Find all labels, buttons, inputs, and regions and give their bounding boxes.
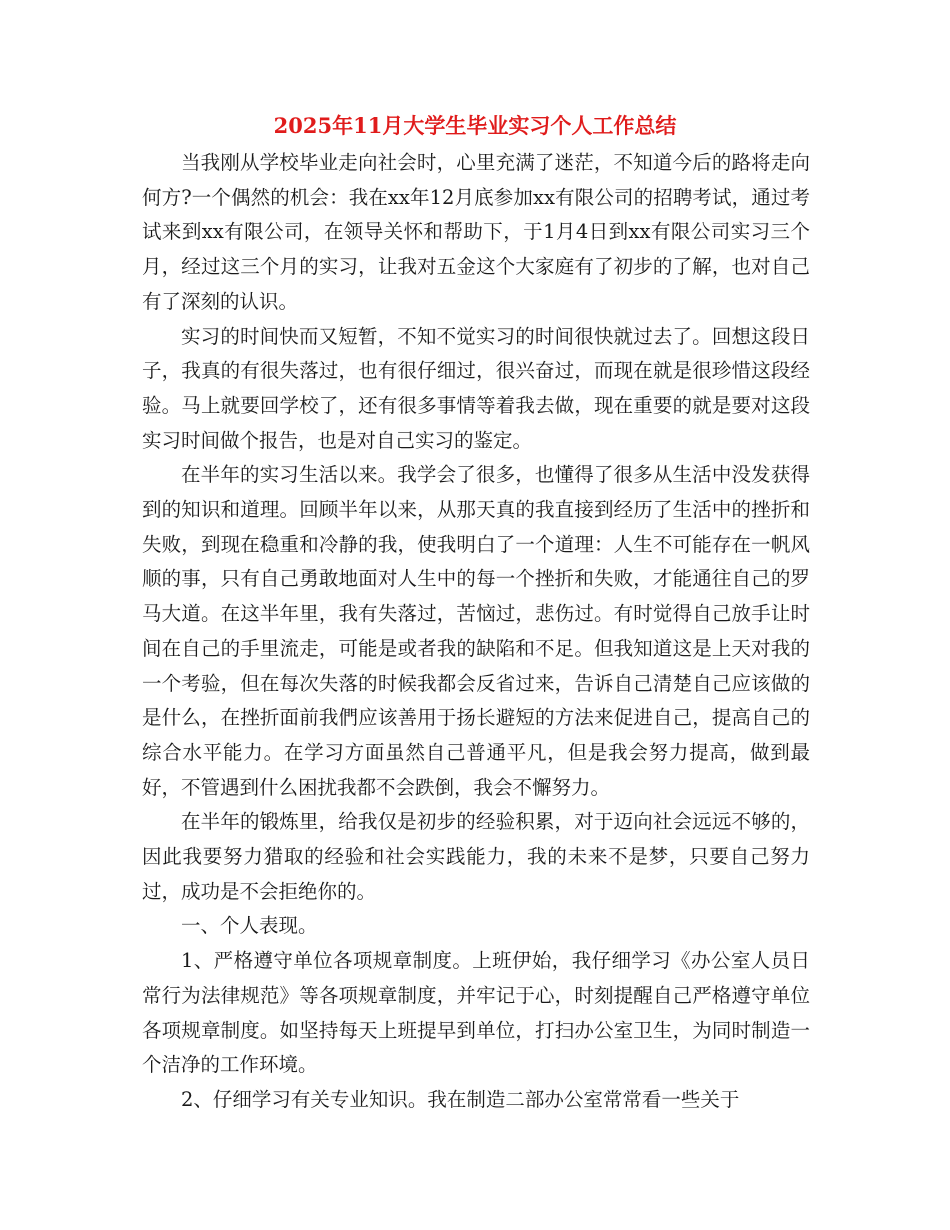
paragraph-study: 2、仔细学习有关专业知识。我在制造二部办公室常常看一些关于 xyxy=(181,1087,740,1111)
document-body xyxy=(142,146,810,1118)
paragraph-growth: 在半年的实习生活以来。我学会了很多，也懂得了很多从生活中没发获得到的知识和道理。回顾半年以来，从那天真的我直接到经历了生活中的挫折和失败，到现在稳重和冷静的我，使我明白了一个道理：人生不可能存在一帆风顺的事，只有自己勇敢地面对人生中的每一个挫折和失败，才能通往自己的罗马大道。在这半年里，我有失落过，苦恼过，悲伤过。有时觉得自己放手让时间在自己的手里流走，可能是或者我的缺陷和不足。但我知道这是上天对我的一个考验，但在每次失落的时候我都会反省过来，告诉自己清楚自己应该做的是什么，在挫折面前我們应该善用于扬长避短的方法来促进自己，提高自己的综合水平能力。在学习方面虽然自己普通平凡，但是我会努力提高，做到最好，不管遇到什么困扰我都不会跌倒，我会不懈努力。 xyxy=(142,463,810,799)
paragraph-rules: 1、严格遵守单位各项规章制度。上班伊始，我仔细学习《办公室人员日常行为法律规范》等各项规章制度，并牢记于心，时刻提醒自己严格遵守单位各项规章制度。如坚持每天上班提早到单位，打扫办公室卫生，为同时制造一个洁净的工作环境。 xyxy=(142,949,810,1077)
paragraph-reflection: 实习的时间快而又短暂，不知不觉实习的时间很快就过去了。回想这段日子，我真的有很失落过，也有很仔细过，很兴奋过，而现在就是很珍惜这段经验。马上就要回学校了，还有很多事情等着我去做，现在重要的就是要对这段实习时间做个报告，也是对自己实习的鉴定。 xyxy=(142,324,810,452)
document-title: 2025年11月大学生毕业实习个人工作总结 xyxy=(273,113,677,138)
section-heading-personal: 一、个人表现。 xyxy=(181,914,318,938)
paragraph-intro: 当我刚从学校毕业走向社会时，心里充满了迷茫，不知道今后的路将走向何方?一个偶然的机会：我在xx年12月底参加xx有限公司的招聘考试，通过考试来到xx有限公司，在领导关怀和帮助下，于1月4日到xx有限公司实习三个月，经过这三个月的实习，让我对五金这个大家庭有了初步的了解，也对自己有了深刻的认识。 xyxy=(142,151,810,313)
paragraph-future: 在半年的锻炼里，给我仅是初步的经验积累，对于迈向社会远远不够的，因此我要努力猎取的经验和社会实践能力，我的未来不是梦，只要自己努力过，成功是不会拒绝你的。 xyxy=(142,810,810,903)
